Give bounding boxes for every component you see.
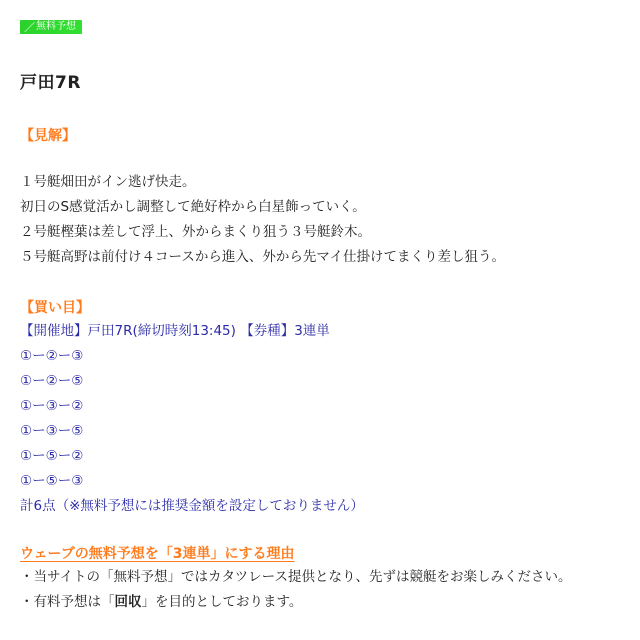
ticket-type-label: 【券種】 xyxy=(240,323,295,339)
kenkai-body xyxy=(20,170,630,270)
badge-slash-icon: ／ xyxy=(24,21,35,34)
venue-value: 戸田7R(締切時刻13:45) xyxy=(87,323,236,339)
kenkai-line: ５号艇高野は前付け４コースから進入、外から先マイ仕掛けてまくり差し狙う。 xyxy=(20,249,506,265)
bet-combination: ①ー②ー⑤ xyxy=(20,373,84,389)
bet-block xyxy=(20,319,630,519)
reason-bullet-bold: 回収 xyxy=(114,594,142,610)
kaime-heading: 【買い目】 xyxy=(20,300,90,316)
bet-combination: ①ー③ー② xyxy=(20,398,84,414)
ticket-type-value: 3連単 xyxy=(294,323,330,339)
bet-combination: ①ー②ー③ xyxy=(20,348,84,364)
bet-combination: ①ー⑤ー③ xyxy=(20,473,84,489)
badge-label: 無料予想 xyxy=(36,21,76,32)
bet-combination: ①ー③ー⑤ xyxy=(20,423,84,439)
free-prediction-badge xyxy=(20,20,82,34)
reason-bullet: ・当サイトの「無料予想」ではカタツレース提供となり、先ずは競艇をお楽しみください。 xyxy=(20,569,572,585)
kenkai-heading: 【見解】 xyxy=(20,128,76,144)
article xyxy=(20,14,630,615)
race-title: 戸田7R xyxy=(20,73,81,93)
venue-line xyxy=(20,319,630,344)
kenkai-line: 初日のS感覚活かし調整して絶好枠から白星飾っていく。 xyxy=(20,199,366,215)
kenkai-line: １号艇畑田がイン逃げ快走。 xyxy=(20,174,196,190)
kenkai-line: ２号艇樫葉は差して浮上、外からまくり狙う３号艇鈴木。 xyxy=(20,224,371,240)
reason-bullet xyxy=(20,590,630,615)
reason-heading-link[interactable]: ウェーブの無料予想を「3連単」にする理由 xyxy=(20,546,295,562)
reason-bullet-post: 」を目的としております。 xyxy=(141,594,303,610)
venue-label: 【開催地】 xyxy=(20,323,88,339)
reason-bullet-pre: ・有料予想は「 xyxy=(20,594,115,610)
bet-combination: ①ー⑤ー② xyxy=(20,448,84,464)
reason-bullets xyxy=(20,565,630,615)
bet-total: 計6点（※無料予想には推奨金額を設定しておりません） xyxy=(20,498,364,514)
